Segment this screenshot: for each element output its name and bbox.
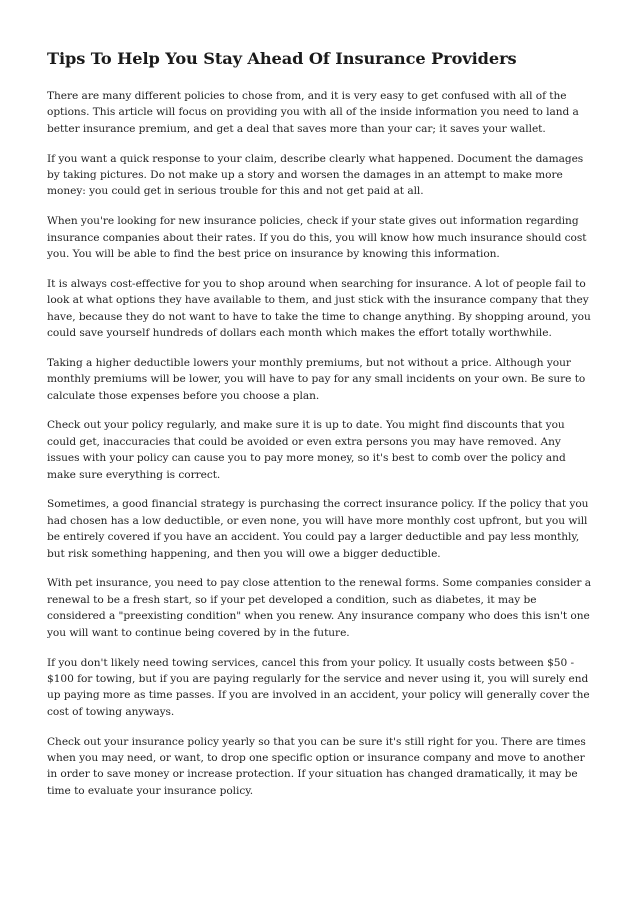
paragraph-2: If you want a quick response to your claim, describe clearly what happened. Document the damages by taking pictures. Do not make up a story and worsen the damages in an attempt to make more money: you could get in serious trouble for this and not get paid at all. [47,152,584,198]
paragraph-5: Taking a higher deductible lowers your monthly premiums, but not without a price. Although your monthly premiums will be lower, you will have to pay for any small incidents on your own. Be sure to calculate those expenses before you choose a plan. [47,356,586,402]
paragraph-3: When you're looking for new insurance policies, check if your state gives out information regarding insurance companies about their rates. If you do this, you will know how much insurance should cost you. You will be able to find the best price on insurance by knowing this information. [47,215,587,261]
paragraph-6: Check out your policy regularly, and make sure it is up to date. You might find discounts that you could get, inaccuracies that could be avoided or even extra persons you may have removed. Any issues with your policy can cause you to pay more money, so it's best to comb over the policy and make sure everything is correct. [47,419,566,481]
paragraph-9: If you don't likely need towing services, cancel this from your policy. It usually costs between $50 - $100 for towing, but if you are paying regularly for the service and never using it, you will surely end up paying more as time passes. If you are involved in an accident, your policy will generally cover the cost of towing anyways. [47,656,590,718]
paragraph-4: It is always cost-effective for you to shop around when searching for insurance. A lot of people fail to look at what options they have available to them, and just stick with the insurance company that they have, because they do not want to have to take the time to change anything. By shopping around, you could save yourself hundreds of dollars each month which makes the effort totally worthwhile. [47,277,591,340]
document-page [47,48,595,813]
paragraph-10: Check out your insurance policy yearly so that you can be sure it's still right for you. There are times when you may need, or want, to drop one specific option or insurance company and move to another in order to save money or increase protection. If your situation has changed dramatically, it may be time to evaluate your insurance policy. [47,735,586,797]
paragraph-7: Sometimes, a good financial strategy is purchasing the correct insurance policy. If the policy that you had chosen has a low deductible, or even none, you will have more monthly cost upfront, but you will be entirely covered if you have an accident. You could pay a larger deductible and pay less monthly, but risk something happening, and then you will owe a bigger deductible. [47,498,589,560]
paragraph-8: With pet insurance, you need to pay close attention to the renewal forms. Some companies consider a renewal to be a fresh start, so if your pet developed a condition, such as diabetes, it may be considered a "preexisting condition" when you renew. Any insurance company who does this isn't one you will want to continue being covered by in the future. [47,577,591,639]
document-title: Tips To Help You Stay Ahead Of Insurance Providers [47,49,517,68]
paragraph-1: There are many different policies to chose from, and it is very easy to get confused with all of the options. This article will focus on providing you with all of the inside information you need to land a better insurance premium, and get a deal that saves more than your car; it saves your wallet. [47,90,579,135]
